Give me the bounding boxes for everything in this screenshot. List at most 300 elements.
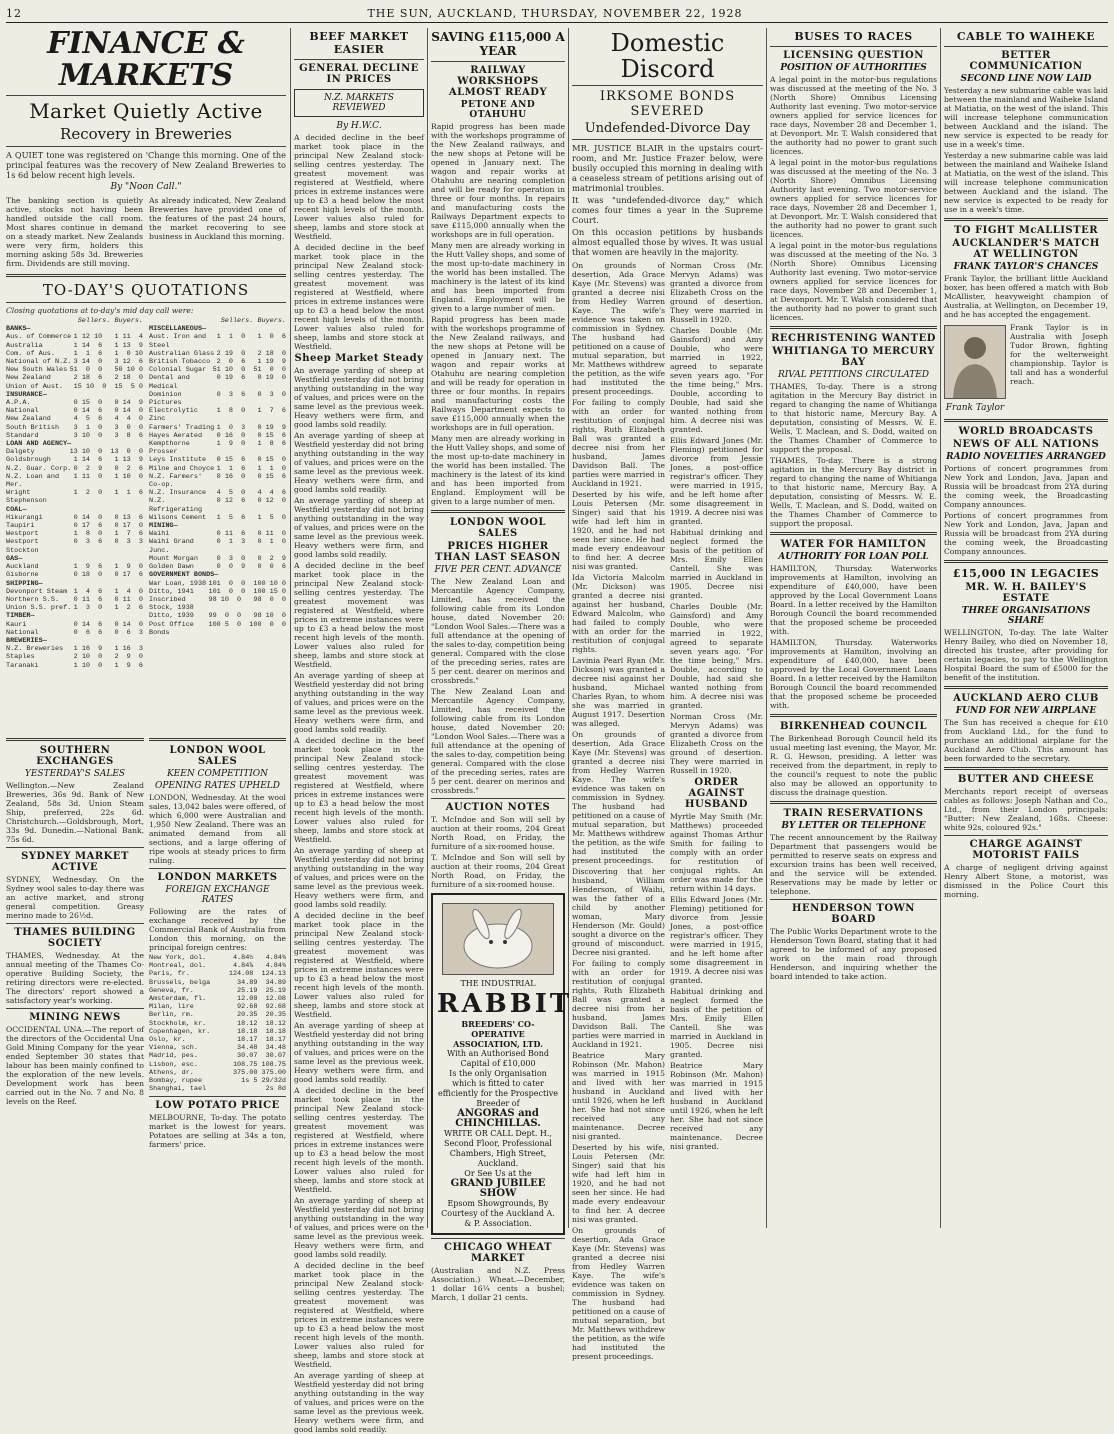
byline: By "Noon Call."	[110, 182, 182, 192]
auction-notes-heading: AUCTION NOTES	[445, 802, 551, 813]
quotation-values: 101 0 0 100 10 0	[208, 579, 286, 588]
quotation-row	[6, 506, 143, 514]
foreign-exchange-body: Following are the rates of exchange received by the Commercial Bank of Australia from London this morning, on the principal foreign centres:	[149, 907, 286, 952]
quotation-row	[6, 555, 143, 563]
quotation-values: 1 11 0 1 10 0	[73, 472, 143, 481]
quotation-row	[149, 473, 286, 489]
quotation-row	[149, 325, 286, 333]
quotation-values: 1 8 0 1 7 6	[73, 530, 143, 539]
divorce-case: Ellis Edward Jones (Mr. Fleming) petitioned for divorce from Jessie Jones, a post-office registrar's officer. They were married in 1915, and he left home after some disagreement in 1919. A decree nisi was granted.	[670, 895, 763, 985]
quotation-values: 12.08 12.08	[237, 995, 286, 1004]
quotation-values: 0 3 6 0 3 0	[216, 390, 286, 399]
quotation-row	[6, 440, 143, 448]
butter-cheese-body: Merchants report receipt of overseas cables as follows: Joseph Nathan and Co., Ltd., from their London principals: "Butter: New Zealand, 168s. Cheese: white 92s, coloured 92s."	[944, 787, 1108, 832]
ad-line: GRAND JUBILEE SHOW	[450, 1178, 546, 1199]
quotation-stock: Dental and Medical	[149, 374, 190, 391]
quotation-values: 1 1 6 1 1 0	[216, 464, 286, 473]
beef-body: A decided decline in the beef market took place in the principal New Zealand stock-selling centres yesterday. The greatest movement was registered at Westfield, where prices in extreme instances were up to £3 a head below the most recent high levels of the month. Lower values also ruled for sheep, lambs and store stock at Westfield.	[294, 736, 424, 844]
quotation-stock: Madrid, pes.	[149, 1052, 198, 1061]
buses-heading: BUSES TO RACES	[794, 30, 913, 43]
quotation-stock: Waihi	[149, 530, 170, 539]
quotation-row	[149, 432, 286, 440]
quotation-row	[149, 612, 286, 620]
quotation-values: 1 8 0 1 7 6	[216, 407, 286, 416]
quotation-stock: Colonial Sugar	[149, 366, 207, 375]
quotation-row	[6, 621, 143, 629]
quotation-stock: War Loan, 1938	[149, 579, 207, 588]
quotation-values: 1 3 0 1 2 6	[73, 604, 143, 613]
quotation-row	[149, 596, 286, 612]
quotation-stock: Milan, lire	[149, 1003, 194, 1012]
quotation-values: 34.48 34.48	[237, 1044, 286, 1053]
quotation-row	[6, 653, 143, 661]
column-rule	[290, 28, 291, 1228]
organisations-heading: THREE ORGANISATIONS SHARE	[961, 606, 1091, 626]
thames-building-heading: THAMES BUILDING SOCIETY	[14, 927, 136, 949]
beef-body: A decided decline in the beef market took place in the principal New Zealand stock-selling centres yesterday. The greatest movement was registered at Westfield, where prices in extreme instances were up to £3 a head below the most recent high levels of the month. Lower values also ruled for sheep, lambs and store stock at Westfield.	[294, 243, 424, 351]
quotation-row	[6, 342, 143, 350]
loan-poll-heading: AUTHORITY FOR LOAN POLL	[778, 552, 929, 562]
train-body: The recent announcement by the Railway Department that passengers would be permitted to reserve seats on express and excursion trains has been well received, and the service will be extended. Reservations may be made by letter or telephone.	[770, 833, 937, 896]
mcallister-heading: TO FIGHT McALLISTER	[953, 225, 1099, 236]
divorce-case: Habitual drinking and neglect formed the basis of the petition of Mrs. Emily Ellen Cantell. She was married in Auckland in 1905. Decree nisi granted.	[670, 528, 763, 600]
railway-body: Rapid progress has been made with the workshops programme of the New Zealand railways, and the new shops at Petone will be opened in January next. The wagon and repair works at Otahuhu are nearing completion and will be ready for operation in three or four months. In repairs and manufacturing costs the Railways Department expects to save £115,000 annually when the workshops are in full operation.	[431, 315, 565, 432]
rechristening-body: THAMES, To-day. There is a strong agitation in the Mercury Bay district in regard to changing the name of Whitianga to that historic name, Mercury Bay. A deputation, consisting of Messrs. W. E. Wells, T. Maclean, and S. Dodd, waited on the Thames Chamber of Commerce to support the proposal.	[770, 382, 937, 454]
quotation-row	[149, 530, 286, 538]
quotation-stock: Australia	[6, 341, 43, 350]
saving-headline: SAVING £115,000 A YEAR	[431, 30, 565, 58]
quotation-row	[6, 358, 143, 366]
quotation-row	[6, 489, 143, 505]
southern-exchanges-heading: SOUTHERN EXCHANGES	[36, 745, 114, 767]
petone-headline: PETONE AND OTAHUHU	[460, 100, 536, 120]
quotation-row	[149, 571, 286, 579]
ad-line: Is the only Organisation which is fitted to cater efficiently for the Prospective Breeder of	[437, 1069, 559, 1108]
quotation-values: 1 10 0 1 9 6	[73, 661, 143, 670]
quotation-values: 101 0 0 100 15 0	[208, 587, 286, 596]
opening-rates-heading: OPENING RATES UPHELD	[155, 781, 280, 791]
quotation-values: 4 5 0 4 4 6	[216, 489, 286, 498]
quotation-values: 375.00 375.00	[232, 1068, 286, 1077]
match-heading: AUCKLANDER'S MATCH AT WELLINGTON	[952, 238, 1100, 260]
legacies-heading: £15,000 IN LEGACIES	[952, 567, 1100, 580]
quotation-stock: Electrolytic Zinc	[149, 407, 198, 424]
whitianga-heading: WHITIANGA TO MERCURY BAY	[772, 346, 935, 368]
quotation-row	[149, 1061, 286, 1069]
quotation-stock: Amsterdam, fl.	[149, 995, 207, 1004]
quotation-stock: LOAN AND AGENCY—	[6, 440, 72, 449]
quotation-row	[149, 962, 286, 970]
sheep-body: An average yarding of sheep at Westfield yesterday did not bring anything outstanding in the way of values, and prices were on the same level as the previous week. Heavy wethers were firm, and good lambs sold readily.	[294, 846, 424, 909]
broadcasts-body: Portions of concert programmes from New York and London, Java, Japan and Russia will be broadcast from 2YA during the coming week, the Broadcasting Company announces.	[944, 464, 1108, 509]
five-per-cent-heading: FIVE PER CENT. ADVANCE	[434, 565, 562, 575]
quotation-values: 1 9 0 1 8 6	[216, 440, 286, 449]
quotation-stock: Inscribed Stock, 1938	[149, 595, 194, 613]
railway-body: Rapid progress has been made with the workshops programme of the New Zealand railways, and the new shops at Petone will be opened in January next. The wagon and repair works at Otahuhu are nearing completion and will be ready for operation in three or four months. In repairs and manufacturing costs the Railways Department expects to save £115,000 annually when the workshops are in full operation.	[431, 122, 565, 239]
quotation-stock: TIMBER—	[6, 612, 35, 621]
quotation-row	[149, 1003, 286, 1011]
quotation-stock: Copenhagen, kr.	[149, 1027, 211, 1036]
undefended-headline: Undefended-Divorce Day	[584, 121, 751, 136]
railway-body: Many men are already working in the Hutt Valley shops, and some of the most up-to-date machinery in the world has been installed. The machinery is the latest of its kind and has been imported from England. Employment will be given to a large number of men.	[431, 434, 565, 506]
broadcasts-body: Portions of concert programmes from New York and London, Java, Japan and Russia will be broadcast from 2YA during the coming week, the Broadcasting Company announces.	[944, 511, 1108, 556]
world-broadcasts-heading: WORLD BROADCASTS	[958, 426, 1094, 437]
quotation-values: 3 10 0 3 8 6	[73, 431, 143, 440]
quotation-values: 0 14 0 0 13 6	[73, 513, 143, 522]
quotation-row	[6, 629, 143, 637]
quotation-values: 0 11 6 0 11 0	[73, 595, 143, 604]
quotation-values: 4.84½ 4.84¾	[232, 954, 286, 962]
sheep-body: An average yarding of sheep at Westfield yesterday did not bring anything outstanding in the way of values, and prices were on the same level as the previous week. Heavy wethers were firm, and good lambs sold readily.	[294, 1371, 424, 1434]
quotation-row	[149, 350, 286, 358]
london-wool-section	[149, 734, 286, 1229]
beef-byline: By H.W.C.	[336, 121, 382, 131]
quotation-row	[149, 1069, 286, 1077]
quotations-subtitle: Closing quotations at to-day's mid day call were:	[6, 306, 194, 315]
quotation-stock: MISCELLANEOUS—	[149, 325, 207, 334]
workshops-headline: RAILWAY WORKSHOPS ALMOST READY	[448, 65, 548, 98]
divorce-case: Habitual drinking and neglect formed the basis of the petition of Mrs. Emily Ellen Cantell. She was married in Auckland in 1905. Decree nisi granted.	[670, 987, 763, 1059]
quotation-row	[6, 604, 143, 612]
quotation-values: 0 3 6 0 3 3	[73, 538, 143, 547]
quotation-stock: Bombay, rupee	[149, 1077, 203, 1086]
order-body: Myrtle May Smith (Mr. Matthews) proceeded against Thomas Arthur Smith for failing to comply with an order for restitution of conjugal rights. An order was made for the return within 14 days.	[670, 812, 763, 893]
quotation-values: 20.35 20.35	[237, 1011, 286, 1020]
quotation-row	[6, 580, 143, 588]
boxer-photo	[944, 325, 1006, 399]
quotation-values: 2 18 6 2 18 0	[73, 374, 143, 383]
divorce-case: Beatrice Mary Robinson (Mr. Mahon) was married in 1915 and lived with her husband in Auckland until 1926, when he left her. She had not since received any maintenance. Decree nisi granted.	[572, 1051, 665, 1141]
divorce-case: For failing to comply with an order for restitution of conjugal rights, Ruth Elizabeth Ball was granted a decree nisi from her husband, James Davidson Ball. The parties were married in Auckland in 1921.	[572, 959, 665, 1049]
henderson-heading: HENDERSON TOWN BOARD	[792, 903, 915, 925]
auction-notes-body: T. McIndoe and Son will sell by auction at their rooms, 204 Great North Road, on Friday, the furniture of a six-roomed house.	[431, 815, 565, 851]
chicago-wheat-body: (Australian and N.Z. Press Association.) Wheat.—December, 1 dollar 16¼ cents a bushel; March, 1 dollar 21 cents.	[431, 1266, 565, 1302]
quotation-row	[149, 366, 286, 374]
quotation-row	[149, 1085, 286, 1093]
divorce-case: Ida Victoria Malcolm (Mr. Dickson) was granted a decree nisi against her husband, Edward Malcolm, who had failed to comply with an order for the restitution of conjugal rights.	[572, 573, 665, 654]
quotation-values: 0 6 6 0 6 3	[73, 628, 143, 637]
ad-line: Epsom Showgrounds, By Courtesy of the Auckland A. & P. Association.	[441, 1199, 555, 1228]
bailey-estate-heading: MR. W. H. BAILEY'S ESTATE	[965, 582, 1087, 604]
quotation-values: 100 5 0 100 0 0	[208, 620, 286, 629]
chances-heading: FRANK TAYLOR'S CHANCES	[953, 262, 1099, 272]
quotation-stock: Westport Stockton	[6, 538, 39, 555]
quotation-values: 3 1 0 3 0 0	[73, 423, 143, 432]
quotation-stock: Oslo, kr.	[149, 1036, 186, 1045]
quotation-values: 124.08 124.13	[228, 970, 286, 979]
beef-body: A decided decline in the beef market took place in the principal New Zealand stock-selling centres yesterday. The greatest movement was registered at Westfield, where prices in extreme instances were up to £3 a head below the most recent high levels of the month. Lower values also ruled for sheep, lambs and store stock at Westfield.	[294, 911, 424, 1019]
water-heading: WATER FOR HAMILTON	[780, 539, 927, 550]
petitions-heading: RIVAL PETITIONS CIRCULATED	[777, 370, 930, 380]
quotation-stock: GAS—	[6, 554, 23, 563]
motorist-heading: CHARGE AGAINST MOTORIST FAILS	[969, 839, 1083, 861]
butter-cheese-heading: BUTTER AND CHEESE	[957, 774, 1095, 785]
col-header-sellers: Sellers.	[77, 317, 111, 325]
chicago-wheat-heading: CHICAGO WHEAT MARKET	[444, 1242, 552, 1264]
cable-body: Yesterday a new submarine cable was laid between the mainland and Waiheke Island at Matiatia, on the west of the island. This will increase telephone communication between Auckland and the island. The new service is expected to be ready for use in a week's time.	[944, 86, 1108, 149]
quotation-stock: Athens, dr.	[149, 1068, 194, 1077]
quotation-stock: Hikurangi	[6, 513, 43, 522]
quotation-stock: MINING—	[149, 522, 178, 531]
divorce-case: Deserted by his wife, Louis Petersen (Mr. Singer) said that his wife had left him in 1920, and he had not seen her since. He had made every endeavour to find her. A decree nisi was granted.	[572, 490, 665, 571]
quotation-row	[149, 489, 286, 497]
newspaper-page	[6, 4, 1108, 1434]
divorce-case: Charles Double (Mr. Gainsford) and Amy Double, who were married in 1922, agreed to separate seven years ago. "For the time being," Mrs. Double, according to Double, had said she wanted nothing from him. A decree nisi was granted.	[670, 602, 763, 710]
rabbit-image	[442, 903, 554, 975]
quotation-row	[149, 555, 286, 563]
quotation-stock: Devonport Steam	[6, 587, 68, 596]
masthead	[6, 4, 1108, 23]
quotation-row	[149, 995, 286, 1003]
quotation-stock: Kauri	[6, 620, 27, 629]
quotations-table-right	[149, 317, 286, 670]
quotation-row	[6, 571, 143, 579]
railway-body: Many men are already working in the Hutt Valley shops, and some of the most up-to-date machinery in the world has been installed. The machinery is the latest of its kind and has been imported from England. Employment will be given to a large number of men.	[431, 241, 565, 313]
quotation-stock: Aus. of Commerce	[6, 333, 72, 342]
misc-news-section	[944, 28, 1108, 1228]
quotation-values: 0 15 6 0 15 0	[216, 456, 286, 465]
buses-body: A legal point in the motor-bus regulations was discussed at the meeting of the No. 3 (North Shore) Omnibus Licensing Authority last evening. Two motor-service owners applied for service licences for race days, November 28 and December 1, at Devonport. Mr. T. Walsh considered that the authority had no power to grant such licences.	[770, 75, 937, 156]
motorist-body: A charge of negligent driving against Henry Albert Stone, a motorist, was dismissed in the Police Court this morning.	[944, 863, 1108, 899]
quotation-stock: Ditto, 1941	[149, 587, 194, 596]
photo-caption: Frank Taylor	[945, 403, 1005, 413]
sheep-heading: Sheep Market Steady	[294, 353, 424, 364]
quotation-stock: Northern S.S.	[6, 595, 60, 604]
quotation-row	[6, 538, 143, 554]
radio-novelties-heading: RADIO NOVELTIES ARRANGED	[946, 452, 1106, 462]
quotation-row	[149, 1036, 286, 1044]
quotation-row	[6, 448, 143, 456]
quotation-stock: National of N.Z.	[6, 358, 72, 367]
quotation-values: 1 0 3 0 19 9	[216, 423, 286, 432]
birkenhead-body: The Birkenhead Borough Council held its usual meeting last evening, the Mayor, Mr. R. G. Hewson, presiding. A letter was received from the department, in reply to the council's request to note the public also may be allowed an opportunity to discuss the drainage question.	[770, 734, 937, 797]
quotation-stock: Montreal, dol.	[149, 962, 207, 971]
quotation-stock: INSURANCE—	[6, 390, 47, 399]
sheep-body: An average yarding of sheep at Westfield yesterday did not bring anything outstanding in the way of values, and prices were on the same level as the previous week. Heavy wethers were firm, and good lambs sold readily.	[294, 496, 424, 559]
quotation-stock: Post Office Bonds	[149, 620, 194, 637]
quotation-stock: Dominion Pictures	[149, 390, 182, 408]
quotation-values: 1 2 0 1 1 6	[73, 489, 143, 498]
thames-building-body: THAMES, Wednesday. At the annual meeting of the Thames Co-operative Building Society, the retiring directors were re-elected. The directors' report showed a satisfactory year's working.	[6, 951, 144, 1005]
quotation-stock: Milne and Choyce	[149, 464, 215, 473]
quotation-row	[6, 514, 143, 522]
beef-body: A decided decline in the beef market took place in the principal New Zealand stock-selling centres yesterday. The greatest movement was registered at Westfield, where prices in extreme instances were up to £3 a head below the most recent high levels of the month. Lower values also ruled for sheep, lambs and store stock at Westfield.	[294, 133, 424, 241]
potato-heading: LOW POTATO PRICE	[155, 1100, 280, 1112]
mcallister-body: Frank Taylor is in Australia with Joseph Tudor Brown, fighting for the welterweight championship. Taylor is tall and has a wonderful reach.	[1010, 323, 1108, 386]
licensing-heading: LICENSING QUESTION	[783, 50, 924, 61]
quotation-values: 108.75 108.75	[232, 1060, 286, 1069]
quotation-stock: Taranaki	[6, 661, 39, 670]
quotation-stock: Geneva, fr.	[149, 986, 194, 995]
quotation-values: 51 10 0 51 0 0	[212, 366, 286, 375]
quotation-values: 0 17 6 0 17 0	[73, 522, 143, 531]
quotation-stock: New York, dol.	[149, 954, 207, 962]
legacies-body: WELLINGTON, To-day. The late Walter Henry Bailey, who died on November 18, directed his trustee, after providing for certain legacies, to pay to the Wellington Hospital Board the sum of £5000 for the benefit of the institution.	[944, 628, 1108, 682]
quotation-stock: National	[6, 407, 39, 416]
quotation-values: 0 12 6 0 12 0	[216, 497, 286, 506]
quotation-row	[6, 645, 143, 653]
quotation-stock: New South Wales	[6, 366, 68, 375]
quotation-stock: SHIPPING—	[6, 579, 43, 588]
quotation-values: 18.18 18.18	[237, 1027, 286, 1036]
quotation-stock: Mount Morgan	[149, 554, 198, 563]
quotation-row	[6, 612, 143, 620]
london-wool-heading: LONDON WOOL SALES	[169, 745, 266, 767]
quotation-row	[6, 333, 143, 341]
second-line-heading: SECOND LINE NOW LAID	[960, 74, 1092, 84]
quotation-values: 1 1 0 1 0 6	[216, 333, 286, 342]
quotation-values: 0 0 9 0 0 6	[216, 563, 286, 572]
quotation-row	[6, 432, 143, 440]
aero-club-body: The Sun has received a cheque for £10 from Auckland Ltd., for the fund to purchase an additional airplane for the Auckland Aero Club. This amount has been forwarded to the secretary.	[944, 718, 1108, 763]
quotation-stock: New Zealand	[6, 415, 51, 424]
sydney-market-heading: SYDNEY MARKET ACTIVE	[21, 851, 129, 873]
sydney-market-body: SYDNEY, Wednesday. On the Sydney wool sales to-day there was an active market, and strong general competition. Greasy merino made to 26½d.	[6, 875, 144, 920]
mining-news-heading: MINING NEWS	[29, 1012, 121, 1023]
buses-body: A legal point in the motor-bus regulations was discussed at the meeting of the No. 3 (North Shore) Omnibus Licensing Authority last evening. Two motor-service owners applied for service licences for race days, November 28 and December 1, at Devonport. Mr. T. Walsh considered that the authority had no power to grant such licences.	[770, 158, 937, 239]
quotation-stock: Wilsons Cement	[149, 513, 207, 522]
quotation-stock: Brussels, belga	[149, 978, 211, 987]
ad-line: BREEDERS' CO-OPERATIVE ASSOCIATION, LTD.	[453, 1019, 543, 1049]
quotation-stock: Kempthorne Prosser	[149, 440, 190, 457]
quotation-row	[6, 563, 143, 571]
airplane-fund-heading: FUND FOR NEW AIRPLANE	[955, 706, 1097, 716]
quotation-row	[149, 1028, 286, 1036]
southern-exchanges-body: Wellington.—New Zealand Breweries, 36s 9d. Bank of New Zealand, 58s 3d. Union Steam Ship, preferred, 22s 6d. Christchurch.—Goldsbrough, Mort, 33s 9d. Dunedin.—National Bank, 75s 6d.	[6, 781, 144, 844]
quotation-row	[6, 662, 143, 670]
masthead-title: THE SUN, AUCKLAND, THURSDAY, NOVEMBER 22, 1928	[367, 6, 743, 20]
quotation-stock: Aust. Iron and Steel	[149, 333, 207, 350]
quotation-stock: Australian Glass	[149, 349, 215, 358]
railway-section	[431, 28, 573, 1302]
quotation-row	[149, 465, 286, 473]
quotation-row	[6, 366, 143, 374]
quotation-stock: Wright Stephenson	[6, 489, 47, 506]
quotation-row	[149, 407, 286, 423]
quotation-row	[6, 596, 143, 604]
quotation-values: 51 0 0 50 10 0	[69, 366, 143, 375]
potato-body: MELBOURNE, To-day. The potato market is the lowest for years. Potatoes are selling at 34s a ton, farmers' price.	[149, 1113, 286, 1150]
quotation-stock: N.Z. Insurance	[149, 489, 207, 498]
quotation-row	[6, 465, 143, 473]
quotation-row	[6, 325, 143, 333]
quotation-stock: Vienna, sch.	[149, 1044, 198, 1053]
quotation-row	[149, 987, 286, 995]
auction-notes-body: T. McIndoe and Son will sell by auction at their rooms, 204 Great North Road, on Friday, the furniture of a six-roomed house.	[431, 853, 565, 889]
communication-heading: BETTER COMMUNICATION	[969, 50, 1083, 72]
ad-line: With an Authorised Bond Capital of £10,000	[447, 1049, 549, 1068]
quotations-table	[6, 317, 286, 670]
quotation-row	[6, 407, 143, 415]
quotations-heading: TO-DAY'S QUOTATIONS	[42, 281, 250, 299]
divorce-case: On grounds of desertion, Ada Grace Kaye (Mr. Stevens) was granted a decree nisi from Hedley Warren Kaye. The wife's evidence was taken on commission in Sydney. The husband had petitioned on a cause of mutual separation, but Mr. Matthews withdrew the petition, as the wife had instituted the present proceedings.	[572, 1226, 665, 1361]
quotation-stock: Stockholm, kr.	[149, 1019, 207, 1028]
sheep-body: An average yarding of sheep at Westfield yesterday did not bring anything outstanding in the way of values, and prices were on the same level as the previous week. Heavy wethers were firm, and good lambs sold readily.	[294, 431, 424, 494]
quotation-values: 0 2 9 0 2 6	[73, 464, 143, 473]
henderson-body: The Public Works Department wrote to the Henderson Town Board, stating that it had agreed to be informed of any proposed work on the main road through Henderson, and inquiring whether the board intended to take action.	[770, 927, 937, 981]
quotation-row	[149, 1044, 286, 1052]
quotation-stock: N.Z. Loan and Mer.	[6, 472, 60, 490]
divorce-lead: MR. JUSTICE BLAIR in the upstairs court-room, and Mr. Justice Frazer below, were busily occupied this morning in dealing with a ceaseless stream of petitions arising out of matrimonial troubles.	[572, 143, 763, 193]
london-wool-body: LONDON, Wednesday. At the wool sales, 13,042 bales were offered, of which 6,000 were Australian and 1,950 New Zealand. There was an animated demand from all sections, and a large offering of ripe wools at steady prices to firm ruling.	[149, 793, 286, 865]
quotation-stock: British Tobacco	[149, 358, 211, 367]
wool-sales-body: The New Zealand Loan and Mercantile Agency Company, Limited, has received the following cable from its London house, dated November 20: "London Wool Sales.—There was a full attendance at the opening of the sales to-day, competition being general. Compared with the close of the preceding series, rates are 5 per cent. dearer on merinos and crossbreds."	[431, 577, 565, 685]
quotation-row	[149, 563, 286, 571]
quotation-row	[6, 456, 143, 464]
quotation-values: 0 16 0 0 15 6	[216, 472, 286, 481]
quotation-values: 30.07 30.07	[237, 1052, 286, 1061]
bonds-severed-headline: IRKSOME BONDS SEVERED	[599, 89, 736, 119]
quotation-values: 2s 8d	[265, 1085, 286, 1094]
sheep-body: An average yarding of sheep at Westfield yesterday did not bring anything outstanding in the way of values, and prices were on the same level as the previous week. Heavy wethers were firm, and good lambs sold readily.	[294, 366, 424, 429]
water-body: HAMILTON, Thursday. Waterworks improvements at Hamilton, involving an expenditure of £40,000, have been approved by the Local Government Loans Board. In a letter received by the Hamilton Borough Council the board recommended that the proposed scheme be proceeded with.	[770, 638, 937, 710]
mining-news-body: OCCIDENTAL UNA.—The report of the directors of the Occidental Una Gold Mining Company for the year ended September 30 states that labour has been mainly confined to the exploration of the new levels. Development work has been carried out in the No. 7 and No. 8 levels on the Reef.	[6, 1025, 144, 1106]
quotation-stock: Lisbon, esc.	[149, 1060, 198, 1069]
quotation-row	[149, 1020, 286, 1028]
quotation-values: 1 12 10 1 11 4	[73, 333, 143, 342]
quotation-stock: Gisborne	[6, 571, 39, 580]
quotation-values: 1 14 6 1 13 9	[73, 341, 143, 350]
aero-club-heading: AUCKLAND AERO CLUB	[953, 693, 1099, 704]
quotations-table-left	[6, 317, 143, 670]
quotation-stock: Waihi Grand Junc.	[149, 538, 194, 555]
quotation-stock: Hayes Aerated	[149, 431, 203, 440]
divorce-case: Norman Cross (Mr. Mervyn Adams) was granted a divorce from Elizabeth Cross on the ground of desertion. They were married in Russell in 1920.	[670, 261, 763, 324]
quotation-stock: Standard	[6, 431, 39, 440]
quotation-values: 25.19 25.19	[237, 986, 286, 995]
ad-line: THE INDUSTRIAL	[460, 979, 536, 988]
quotation-values: 0 16 0 0 15 6	[216, 431, 286, 440]
column-rule	[427, 28, 428, 1228]
column-rule	[940, 28, 941, 1228]
london-markets-heading: LONDON MARKETS	[157, 872, 278, 883]
quotation-row	[149, 588, 286, 596]
col-header-buyers: Buyers.	[257, 317, 286, 325]
quotation-row	[6, 374, 143, 382]
column-rule	[568, 28, 569, 1228]
quotation-stock: BREWERIES—	[6, 636, 47, 645]
quotation-row	[149, 424, 286, 432]
quotation-row	[149, 374, 286, 390]
quotation-stock: Ditto, 1939	[149, 612, 194, 621]
quotation-row	[149, 1077, 286, 1085]
quotation-values: 0 18 0 0 17 6	[73, 571, 143, 580]
quotation-stock: A.P.A.	[6, 399, 31, 408]
quotation-stock: Com. of Aus.	[6, 349, 55, 358]
quotation-row	[149, 979, 286, 987]
ad-rabbit-title: RABBIT	[437, 989, 573, 1019]
quotation-row	[149, 621, 286, 637]
quotation-values: 0 1 3 0 1 0	[216, 538, 286, 547]
divorce-case: Beatrice Mary Robinson (Mr. Mahon) was married in 1915 and lived with her husband in Auckland until 1926, when he left her. She had not since received any maintenance. Decree nisi granted.	[670, 1061, 763, 1151]
quotation-stock: N.Z. Breweries	[6, 645, 64, 654]
quotation-values: 92.68 92.68	[237, 1003, 286, 1012]
page-number: 12	[6, 6, 22, 20]
wool-sales-body: The New Zealand Loan and Mercantile Agency Company, Limited, has received the following cable from its London house, dated November 20: "London Wool Sales.—There was a full attendance at the opening of the sales to-day, competition being general. Compared with the close of the preceding series, rates are 5 per cent. dearer on merinos and crossbreds."	[431, 687, 565, 795]
cable-body: Yesterday a new submarine cable was laid between the mainland and Waiheke Island at Matiatia, on the west of the island. This will increase telephone communication between Auckland and the island. The new service is expected to be ready for use in a week's time.	[944, 151, 1108, 214]
quotation-values: 1 14 6 1 13 9	[73, 456, 143, 465]
quotation-values: 13 10 0 13 0 0	[69, 448, 143, 457]
beef-body: A decided decline in the beef market took place in the principal New Zealand stock-selling centres yesterday. The greatest movement was registered at Westfield, where prices in extreme instances were up to £3 a head below the most recent high levels of the month. Lower values also ruled for sheep, lambs and store stock at Westfield.	[294, 1261, 424, 1369]
quotation-row	[6, 399, 143, 407]
quotation-row	[6, 424, 143, 432]
all-nations-heading: NEWS OF ALL NATIONS	[952, 439, 1100, 450]
quotation-values: 0 14 6 0 14 0	[73, 620, 143, 629]
rechristening-body: THAMES, To-day. There is a strong agitation in the Mercury Bay district in regard to changing the name of Whitianga to that historic name, Mercury Bay. A deputation, consisting of Messrs. W. E. Wells, T. Maclean, and S. Dodd, waited on the Thames Chamber of Commerce to support the proposal.	[770, 456, 937, 528]
birkenhead-heading: BIRKENHEAD COUNCIL	[779, 721, 928, 732]
divorce-case: Deserted by his wife, Louis Petersen (Mr. Singer) said that his wife had left him in 1920, and he had not seen her since. He had made every endeavour to find her. A decree nisi was granted.	[572, 1143, 665, 1224]
quotation-row	[149, 954, 286, 962]
